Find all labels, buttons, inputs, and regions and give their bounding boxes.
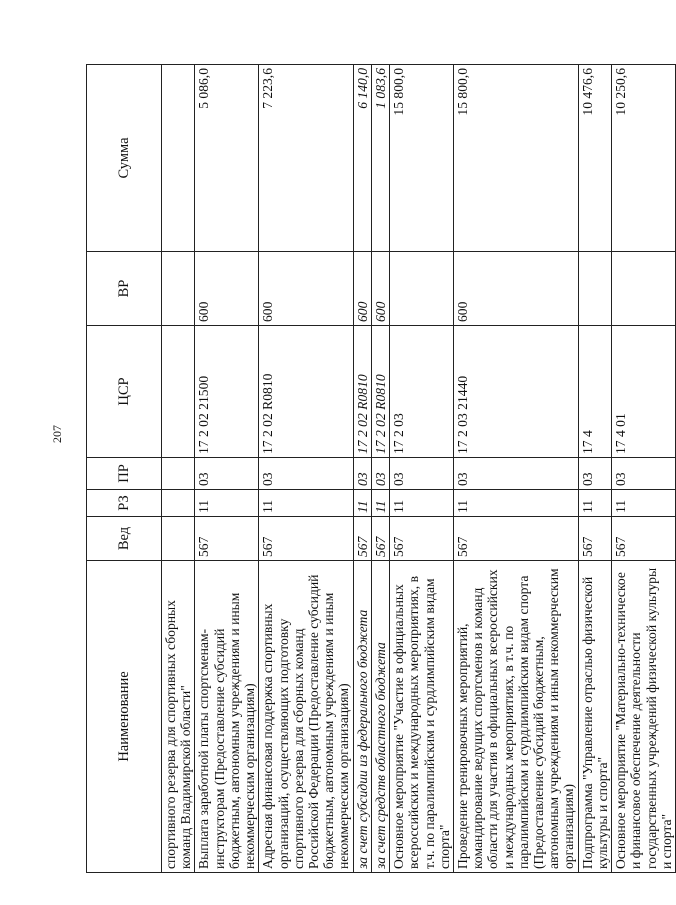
table-row [453, 65, 578, 873]
header-row [87, 65, 162, 873]
cell-name: Адресная финансовая поддержка спортивных организаций, осуществляющих подготовку спортивного резерва для сборных команд Российской Федерации (Предоставление субсидий бюджетным, автономным учреждениям и иным некоммерческим организациям) [259, 561, 353, 873]
cell-name: за счет средств областного бюджета [371, 561, 389, 873]
cell-name: за счет субсидии из федерального бюджета [353, 561, 371, 873]
cell-pr: 03 [353, 458, 371, 490]
cell-ved [162, 517, 195, 561]
cell-rz [162, 490, 195, 517]
cell-rz: 11 [353, 490, 371, 517]
header-ved: Вед [87, 517, 162, 561]
cell-csr: 17 4 01 [612, 326, 676, 458]
cell-pr: 03 [578, 458, 611, 490]
cell-name: Основное мероприятие "Материально-техническое и финансовое обеспечение деятельности государственных учреждений физической культуры и спорта" [612, 561, 676, 873]
cell-name: спортивного резерва для спортивных сборных команд Владимирской области" [162, 561, 195, 873]
rotated-page-content [86, 65, 674, 873]
cell-rz: 11 [578, 490, 611, 517]
cell-pr: 03 [259, 458, 353, 490]
cell-rz: 11 [612, 490, 676, 517]
cell-ved: 567 [390, 517, 454, 561]
cell-name: Подпрограмма "Управление отраслью физической культуры и спорта" [578, 561, 611, 873]
header-sum: Сумма [87, 65, 162, 252]
table-row [612, 65, 676, 873]
cell-rz: 11 [453, 490, 578, 517]
table-row [195, 65, 259, 873]
cell-vr [162, 252, 195, 326]
cell-ved: 567 [353, 517, 371, 561]
cell-sum [162, 65, 195, 252]
cell-ved: 567 [453, 517, 578, 561]
cell-pr: 03 [371, 458, 389, 490]
cell-csr: 17 2 02 R0810 [259, 326, 353, 458]
cell-name: Основное мероприятие "Участие в официальных всероссийских и международных мероприятиях, в т.ч. по паралимпийским и сурдлимпийским видам спорта" [390, 561, 454, 873]
table-row [578, 65, 611, 873]
cell-vr: 600 [195, 252, 259, 326]
cell-vr: 600 [371, 252, 389, 326]
cell-vr [390, 252, 454, 326]
table-row [390, 65, 454, 873]
header-vr: ВР [87, 252, 162, 326]
budget-table [86, 64, 676, 873]
cell-pr: 03 [195, 458, 259, 490]
cell-vr [612, 252, 676, 326]
page-number: 207 [50, 425, 64, 443]
cell-csr: 17 2 02 21500 [195, 326, 259, 458]
cell-pr: 03 [612, 458, 676, 490]
cell-sum: 15 800,0 [390, 65, 454, 252]
cell-sum: 10 250,6 [612, 65, 676, 252]
cell-csr: 17 2 02 R0810 [371, 326, 389, 458]
cell-ved: 567 [259, 517, 353, 561]
cell-rz: 11 [390, 490, 454, 517]
cell-csr: 17 2 03 21440 [453, 326, 578, 458]
cell-csr: 17 2 03 [390, 326, 454, 458]
cell-csr: 17 2 02 R0810 [353, 326, 371, 458]
cell-rz: 11 [371, 490, 389, 517]
cell-sum: 5 086,0 [195, 65, 259, 252]
cell-ved: 567 [612, 517, 676, 561]
cell-pr: 03 [453, 458, 578, 490]
header-pr: ПР [87, 458, 162, 490]
header-name: Наименование [87, 561, 162, 873]
cell-ved: 567 [578, 517, 611, 561]
cell-rz: 11 [259, 490, 353, 517]
table-row [259, 65, 353, 873]
table-row [162, 65, 195, 873]
table-row [353, 65, 371, 873]
cell-csr: 17 4 [578, 326, 611, 458]
cell-sum: 7 223,6 [259, 65, 353, 252]
cell-pr: 03 [390, 458, 454, 490]
cell-vr: 600 [353, 252, 371, 326]
cell-name: Проведение тренировочных мероприятий, командирование ведущих спортсменов и команд области для участия в официальных всероссийских и международных мероприятиях, в т.ч. по паралимпийским и сурдлимпийским видам спорта (Предоставление субсидий бюджетным, автономным учреждениям и иным некоммерческим организациям) [453, 561, 578, 873]
cell-rz: 11 [195, 490, 259, 517]
cell-sum: 6 140,0 [353, 65, 371, 252]
cell-sum: 10 476,6 [578, 65, 611, 252]
header-rz: РЗ [87, 490, 162, 517]
header-csr: ЦСР [87, 326, 162, 458]
cell-vr: 600 [259, 252, 353, 326]
cell-pr [162, 458, 195, 490]
cell-csr [162, 326, 195, 458]
cell-vr [578, 252, 611, 326]
cell-name: Выплата заработной платы спортсменам-инструкторам (Предоставление субсидий бюджетным, автономным учреждениям и иным некоммерческим организациям) [195, 561, 259, 873]
cell-ved: 567 [371, 517, 389, 561]
cell-sum: 1 083,6 [371, 65, 389, 252]
table-row [371, 65, 389, 873]
cell-sum: 15 800,0 [453, 65, 578, 252]
cell-ved: 567 [195, 517, 259, 561]
cell-vr: 600 [453, 252, 578, 326]
